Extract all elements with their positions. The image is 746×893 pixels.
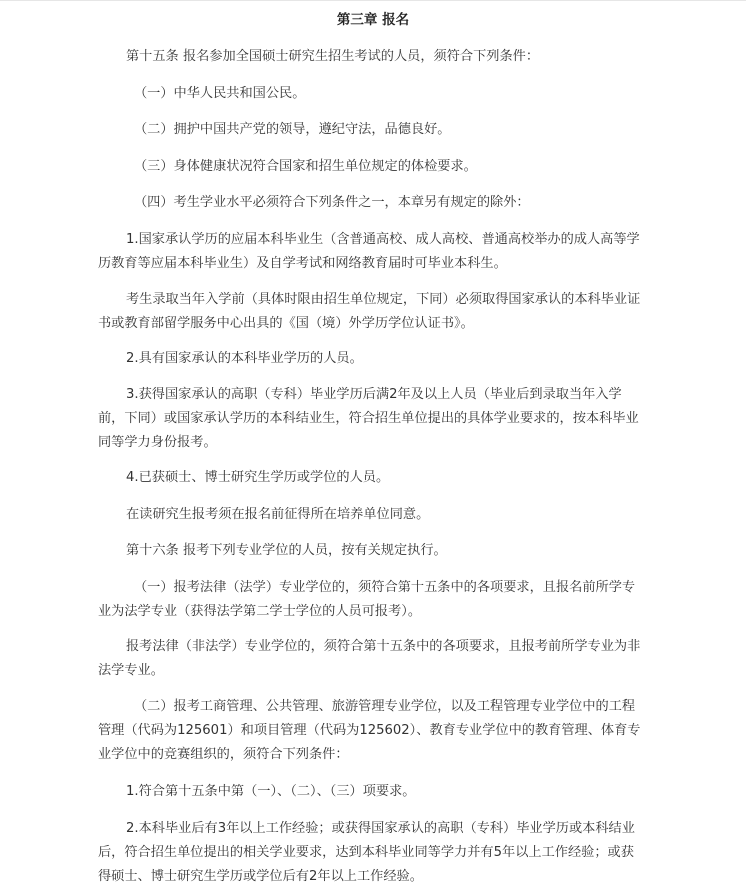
article-16-item-2-cond-2: 2.本科毕业后有3年以上工作经验；或获得国家承认的高职（专科）毕业学历或本科结业后，符合招生单位提出的相关学业要求，达到本科毕业同等学力并有5年以上工作经验；或获得硕士、博士研究生学历或学位后有2年以上工作经验。 <box>98 821 635 884</box>
top-divider <box>0 0 746 1</box>
condition-3: （三）身体健康状况符合国家和招生单位规定的体检要求。 <box>134 159 477 174</box>
condition-4-item-1-note: 考生录取当年入学前（具体时限由招生单位规定，下同）必须取得国家承认的本科毕业证书或教育部留学服务中心出具的《国（境）外学历学位认证书》。 <box>98 292 641 331</box>
article-16-item-2: （二）报考工商管理、公共管理、旅游管理专业学位，以及工程管理专业学位中的工程管理（代码为125601）和项目管理（代码为125602）、教育专业学位中的教育管理、体育专业学位中的竞赛组织的，须符合下列条件： <box>98 699 641 762</box>
condition-1: （一）中华人民共和国公民。 <box>134 86 306 101</box>
article-15-intro: 第十五条 报名参加全国硕士研究生招生考试的人员，须符合下列条件： <box>126 49 540 64</box>
condition-4-item-1: 1.国家承认学历的应届本科毕业生（含普通高校、成人高校、普通高校举办的成人高等学历教育等应届本科毕业生）及自学考试和网络教育届时可毕业本科生。 <box>98 232 640 271</box>
chapter-title: 第三章 报名 <box>336 12 410 28</box>
article-16-item-2-cond-1: 1.符合第十五条中第（一）、（二）、（三）项要求。 <box>126 784 416 799</box>
condition-4-item-2: 2.具有国家承认的本科毕业学历的人员。 <box>126 351 363 366</box>
condition-4: （四）考生学业水平必须符合下列条件之一，本章另有规定的除外： <box>134 195 530 210</box>
in-school-note: 在读研究生报考须在报名前征得所在培养单位同意。 <box>126 507 430 522</box>
article-16-intro: 第十六条 报考下列专业学位的人员，按有关规定执行。 <box>126 543 447 558</box>
article-16-item-1: （一）报考法律（法学）专业学位的，须符合第十五条中的各项要求，且报名前所学专业为法学专业（获得法学第二学士学位的人员可报考）。 <box>98 580 636 619</box>
condition-4-item-4: 4.已获硕士、博士研究生学历或学位的人员。 <box>126 470 390 485</box>
article-16-item-1-non-law: 报考法律（非法学）专业学位的，须符合第十五条中的各项要求，且报考前所学专业为非法学专业。 <box>98 639 641 678</box>
condition-2: （二）拥护中国共产党的领导，遵纪守法，品德良好。 <box>134 122 451 137</box>
condition-4-item-3: 3.获得国家承认的高职（专科）毕业学历后满2年及以上人员（毕业后到录取当年入学前，下同）或国家承认学历的本科结业生，符合招生单位提出的具体学业要求的，按本科毕业同等学力身份报考。 <box>98 387 639 450</box>
